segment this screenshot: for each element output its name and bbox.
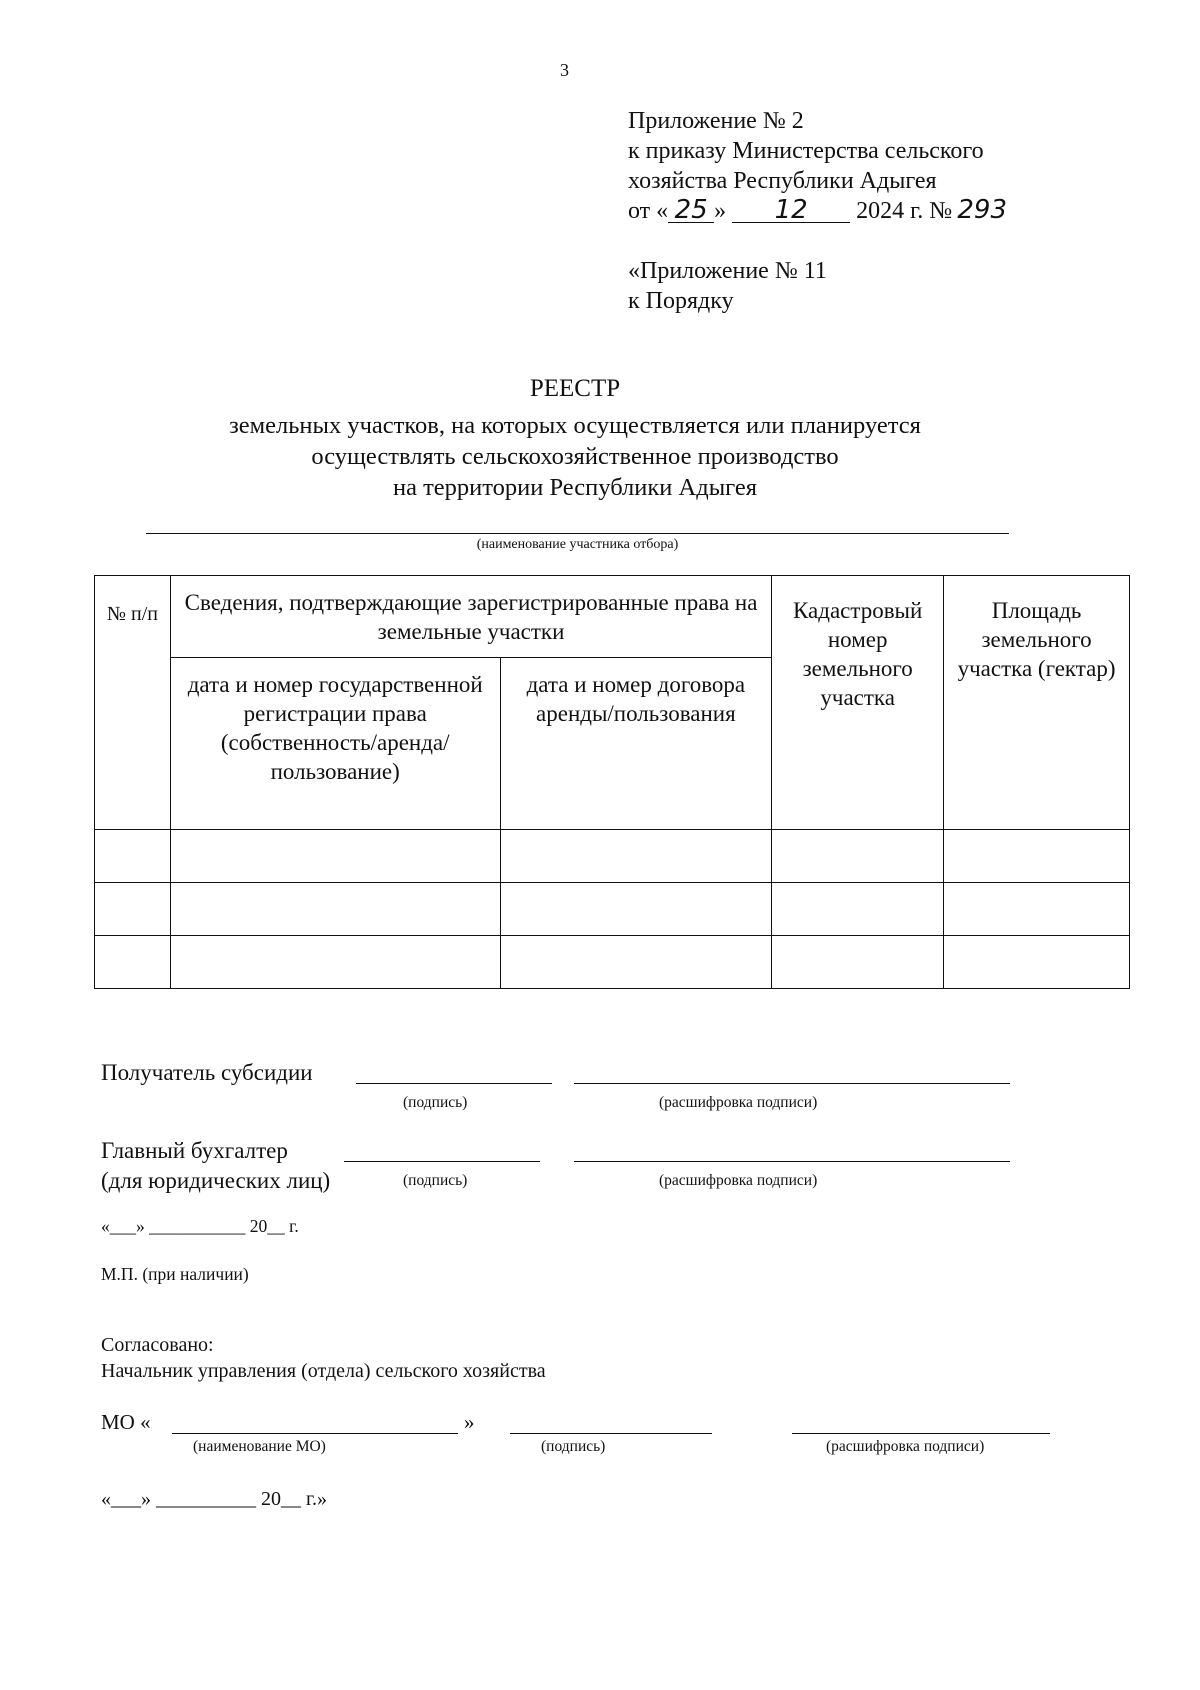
date-year: 2024 г. № <box>856 198 953 224</box>
table-cell[interactable] <box>772 883 944 936</box>
table-cell[interactable] <box>170 936 500 989</box>
accountant-label <box>101 1136 330 1196</box>
recipient-decoding-line[interactable] <box>574 1083 1010 1084</box>
date-day: 25 <box>668 198 714 223</box>
table-cell[interactable] <box>500 936 772 989</box>
header-registered-rights: Сведения, подтверждающие зарегистрированные права на земельные участки <box>170 576 771 658</box>
date-prefix: от « <box>628 198 669 224</box>
appendix-header <box>628 106 1012 316</box>
table-row <box>95 830 1130 883</box>
table-cell[interactable] <box>944 830 1130 883</box>
table-cell[interactable] <box>500 883 772 936</box>
accountant-signature-line[interactable] <box>344 1161 540 1162</box>
mo-caption: (наименование МО) <box>193 1438 326 1455</box>
participant-caption: (наименование участника отбора) <box>476 537 679 552</box>
mo-prefix: МО « <box>101 1410 151 1434</box>
table-cell[interactable] <box>170 883 500 936</box>
header-state-registration: дата и номер государственной регистрации права (собственность/аренда/ пользование) <box>170 658 500 830</box>
document-subtitle <box>0 410 1150 503</box>
head-decoding-line[interactable] <box>792 1433 1050 1434</box>
appendix-line-3: хозяйства Республики Адыгея <box>628 168 937 194</box>
accountant-signature-caption: (подпись) <box>403 1172 468 1189</box>
table-cell[interactable] <box>500 830 772 883</box>
recipient-label: Получатель субсидии <box>101 1060 313 1085</box>
accountant-label-line-2: (для юридических лиц) <box>101 1168 331 1193</box>
table-cell[interactable] <box>772 830 944 883</box>
head-signature-line[interactable] <box>510 1433 712 1434</box>
registry-table <box>94 575 1130 989</box>
recipient-signature-caption: (подпись) <box>403 1094 468 1111</box>
table-cell[interactable] <box>95 830 171 883</box>
appendix-ref-line-1: «Приложение № 11 <box>628 258 827 284</box>
date-line-2: «___» __________ 20__ г.» <box>101 1488 327 1510</box>
document-title: РЕЕСТР <box>529 375 621 402</box>
header-number: № п/п <box>95 576 171 830</box>
mo-name-line[interactable] <box>172 1433 458 1434</box>
recipient-decoding-caption: (расшифровка подписи) <box>659 1094 818 1111</box>
date-mid: » <box>714 198 727 224</box>
order-number: 293 <box>957 195 1008 225</box>
table-row <box>95 936 1130 989</box>
head-title: Начальник управления (отдела) сельского хозяйства <box>101 1360 546 1382</box>
header-land-area: Площадь земельного участка (гектар) <box>944 576 1130 830</box>
subtitle-line-2: осуществлять сельскохозяйственное производство <box>311 443 839 470</box>
table-row <box>95 883 1130 936</box>
appendix-date-line <box>628 196 1012 226</box>
table-cell[interactable] <box>95 936 171 989</box>
appendix-ref-line-2: к Порядку <box>628 288 734 314</box>
head-signature-caption: (подпись) <box>541 1438 606 1455</box>
page-number: 3 <box>560 60 569 80</box>
participant-name-line[interactable] <box>146 533 1009 534</box>
header-lease-agreement: дата и номер договора аренды/пользования <box>500 658 772 830</box>
subtitle-line-1: земельных участков, на которых осуществляется или планируется <box>229 412 921 439</box>
appendix-line-2: к приказу Министерства сельского <box>628 138 984 164</box>
accountant-decoding-caption: (расшифровка подписи) <box>659 1172 818 1189</box>
accountant-decoding-line[interactable] <box>574 1161 1010 1162</box>
table-cell[interactable] <box>170 830 500 883</box>
table-cell[interactable] <box>772 936 944 989</box>
header-cadastral-number: Кадастровый номер земельного участка <box>772 576 944 830</box>
date-month: 12 <box>732 198 850 223</box>
stamp-label: М.П. (при наличии) <box>101 1264 249 1284</box>
mo-suffix: » <box>464 1410 475 1434</box>
agreed-label: Согласовано: <box>101 1334 214 1356</box>
appendix-line-1: Приложение № 2 <box>628 108 804 134</box>
head-decoding-caption: (расшифровка подписи) <box>826 1438 985 1455</box>
subtitle-line-3: на территории Республики Адыгея <box>392 474 758 501</box>
table-cell[interactable] <box>944 883 1130 936</box>
recipient-signature-line[interactable] <box>356 1083 552 1084</box>
accountant-label-line-1: Главный бухгалтер <box>101 1138 288 1163</box>
table-cell[interactable] <box>95 883 171 936</box>
table-cell[interactable] <box>944 936 1130 989</box>
date-line-1: «___» ___________ 20__ г. <box>101 1216 299 1236</box>
